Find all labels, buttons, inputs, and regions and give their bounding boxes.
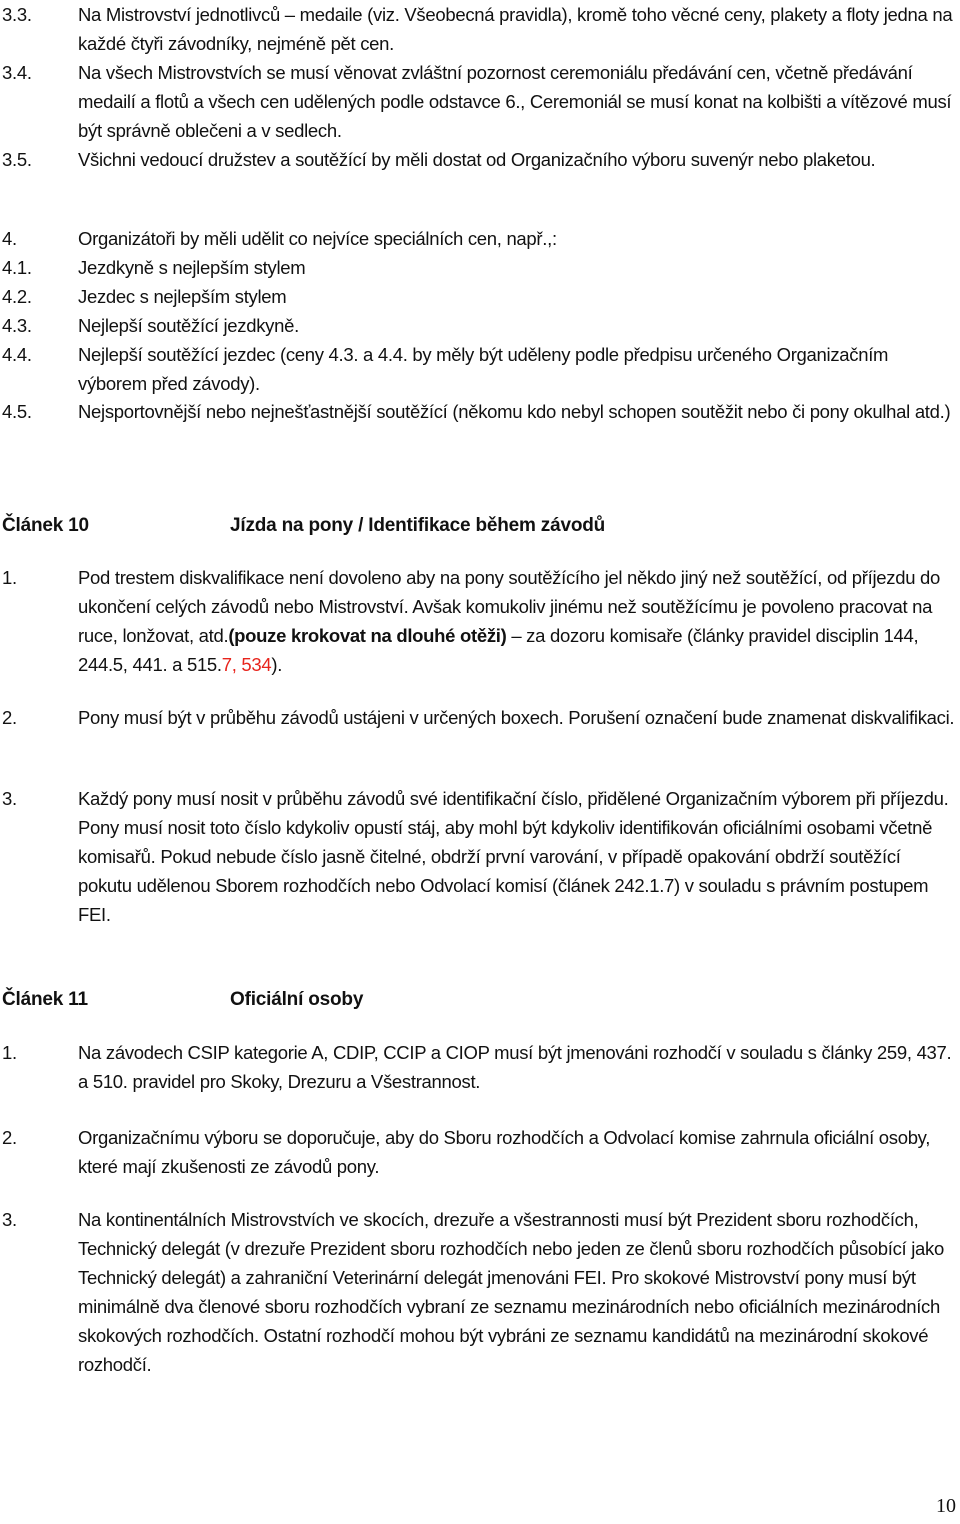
item-number: 3.3.: [2, 4, 32, 25]
item-3-4: [0, 58, 960, 145]
paragraph-number: 1.: [2, 1042, 17, 1063]
item-text: Na Mistrovství jednotlivců – medaile (viz. Všeobecná pravidla), kromě toho věcné ceny, plakety a floty jedna na každé čtyři závodníky, nejméně pět cen.: [78, 4, 953, 54]
item-4-1: [0, 253, 960, 282]
article-10-paragraph-2: [0, 703, 960, 761]
highlighted-text: 7, 534: [221, 654, 272, 675]
paragraph-number: 3.: [2, 1209, 17, 1230]
paragraph-text-part: – za dozoru komisaře (články pravidel disciplin 144, 244.5, 441. a 515.: [78, 625, 919, 675]
item-text: Všichni vedoucí družstev a soutěžící by měli dostat od Organizačního výboru suvenýr nebo plaketou.: [78, 149, 876, 170]
item-number: 4.2.: [2, 286, 32, 307]
item-text: Nejlepší soutěžící jezdec (ceny 4.3. a 4.4. by měly být uděleny podle předpisu určeného Organizačním výborem před závody).: [78, 344, 889, 394]
item-number: 4.1.: [2, 257, 32, 278]
item-number: 4.3.: [2, 315, 32, 336]
item-number: 4.5.: [2, 401, 32, 422]
paragraph-number: 2.: [2, 1127, 17, 1148]
item-4: [0, 224, 960, 253]
article-label: Článek 11: [2, 989, 88, 1010]
paragraph-text: Pony musí být v průběhu závodů ustájeni v určených boxech. Porušení označení bude znamenat diskvalifikaci.: [78, 707, 955, 728]
article-title: Jízda na pony / Identifikace během závodů: [230, 515, 606, 536]
article-10-heading: [2, 511, 606, 540]
paragraph-bold-text: (pouze krokovat na dlouhé otěži): [228, 625, 507, 646]
item-text: Na všech Mistrovstvích se musí věnovat zvláštní pozornost ceremoniálu předávání cen, včetně předávání medailí a flotů a všech cen udělených podle odstavce 6., Ceremoniál se musí konat na kolbišti a vítězové musí být správně oblečeni a v sedlech.: [78, 62, 952, 141]
item-4-4: [0, 340, 960, 398]
paragraph-text: Organizačnímu výboru se doporučuje, aby do Sboru rozhodčích a Odvolací komise zahrnula oficiální osoby, které mají zkušenosti ze závodů pony.: [78, 1127, 931, 1177]
article-10-paragraph-1: [0, 563, 960, 679]
paragraph-text-part: ).: [271, 654, 283, 675]
item-4-3: [0, 311, 960, 340]
item-number: 4.4.: [2, 344, 32, 365]
article-11-heading: [2, 985, 364, 1014]
paragraph-number: 3.: [2, 788, 17, 809]
item-number: 4.: [2, 228, 17, 249]
item-number: 3.5.: [2, 149, 32, 170]
paragraph-number: 2.: [2, 707, 17, 728]
item-text: Nejsportovnější nebo nejnešťastnější soutěžící (někomu kdo nebyl schopen soutěžit nebo či pony okulhal atd.): [78, 401, 951, 422]
paragraph-text: Každý pony musí nosit v průběhu závodů své identifikační číslo, přidělené Organizačním výborem při příjezdu. Pony musí nosit toto číslo kdykoliv opustí stáj, aby mohl být kdykoliv identifikován oficiálními osobami včetně komisařů. Pokud nebude číslo jasně čitelné, obdrží první varování, v případě opakování obdrží soutěžící pokutu udělenou Sborem rozhodčích nebo Odvolací komisí (článek 242.1.7) v souladu s právním postupem FEI.: [78, 788, 949, 925]
item-text: Nejlepší soutěžící jezdkyně.: [78, 315, 299, 336]
article-11-paragraph-2: [0, 1123, 960, 1181]
article-title: Oficiální osoby: [230, 989, 364, 1010]
article-label: Článek 10: [2, 515, 89, 536]
item-4-5: [0, 397, 960, 455]
item-3-5: [0, 145, 960, 203]
paragraph-text-part: Pod trestem diskvalifikace není dovoleno aby na pony soutěžícího jel někdo jiný než soutěžící, od příjezdu do ukončení celých závodů nebo Mistrovství. Avšak komukoliv jinému než soutěžícímu je povoleno pracovat na ruce, lonžovat, atd.: [78, 567, 941, 646]
item-3-3: [0, 0, 960, 58]
item-text: Organizátoři by měli udělit co nejvíce speciálních cen, např.,:: [78, 228, 557, 249]
article-11-paragraph-1: [0, 1038, 960, 1096]
item-text: Jezdec s nejlepším stylem: [78, 286, 287, 307]
paragraph-text: Na kontinentálních Mistrovstvích ve skocích, drezuře a všestrannosti musí být Prezident sboru rozhodčích, Technický delegát (v drezuře Prezident sboru rozhodčích nebo jeden ze členů sboru rozhodčích působící jako Technický delegát) a zahraniční Veterinární delegát jmenováni FEI. Pro skokové Mistrovství pony musí být minimálně dva členové sboru rozhodčích vybraní ze seznamu mezinárodních nebo oficiálních mezinárodních skokových rozhodčích. Ostatní rozhodčí mohou být vybráni ze seznamu kandidátů na mezinárodní skokové rozhodčí.: [78, 1209, 944, 1375]
item-text: Jezdkyně s nejlepším stylem: [78, 257, 306, 278]
paragraph-text: [78, 563, 958, 679]
item-4-2: [0, 282, 960, 311]
article-10-paragraph-3: [0, 784, 960, 929]
article-11-paragraph-3: [0, 1205, 960, 1379]
paragraph-number: 1.: [2, 567, 17, 588]
paragraph-text: Na závodech CSIP kategorie A, CDIP, CCIP a CIOP musí být jmenováni rozhodčí v souladu s články 259, 437. a 510. pravidel pro Skoky, Drezuru a Všestrannost.: [78, 1042, 952, 1092]
item-number: 3.4.: [2, 62, 32, 83]
page-number: 10: [936, 1495, 956, 1517]
